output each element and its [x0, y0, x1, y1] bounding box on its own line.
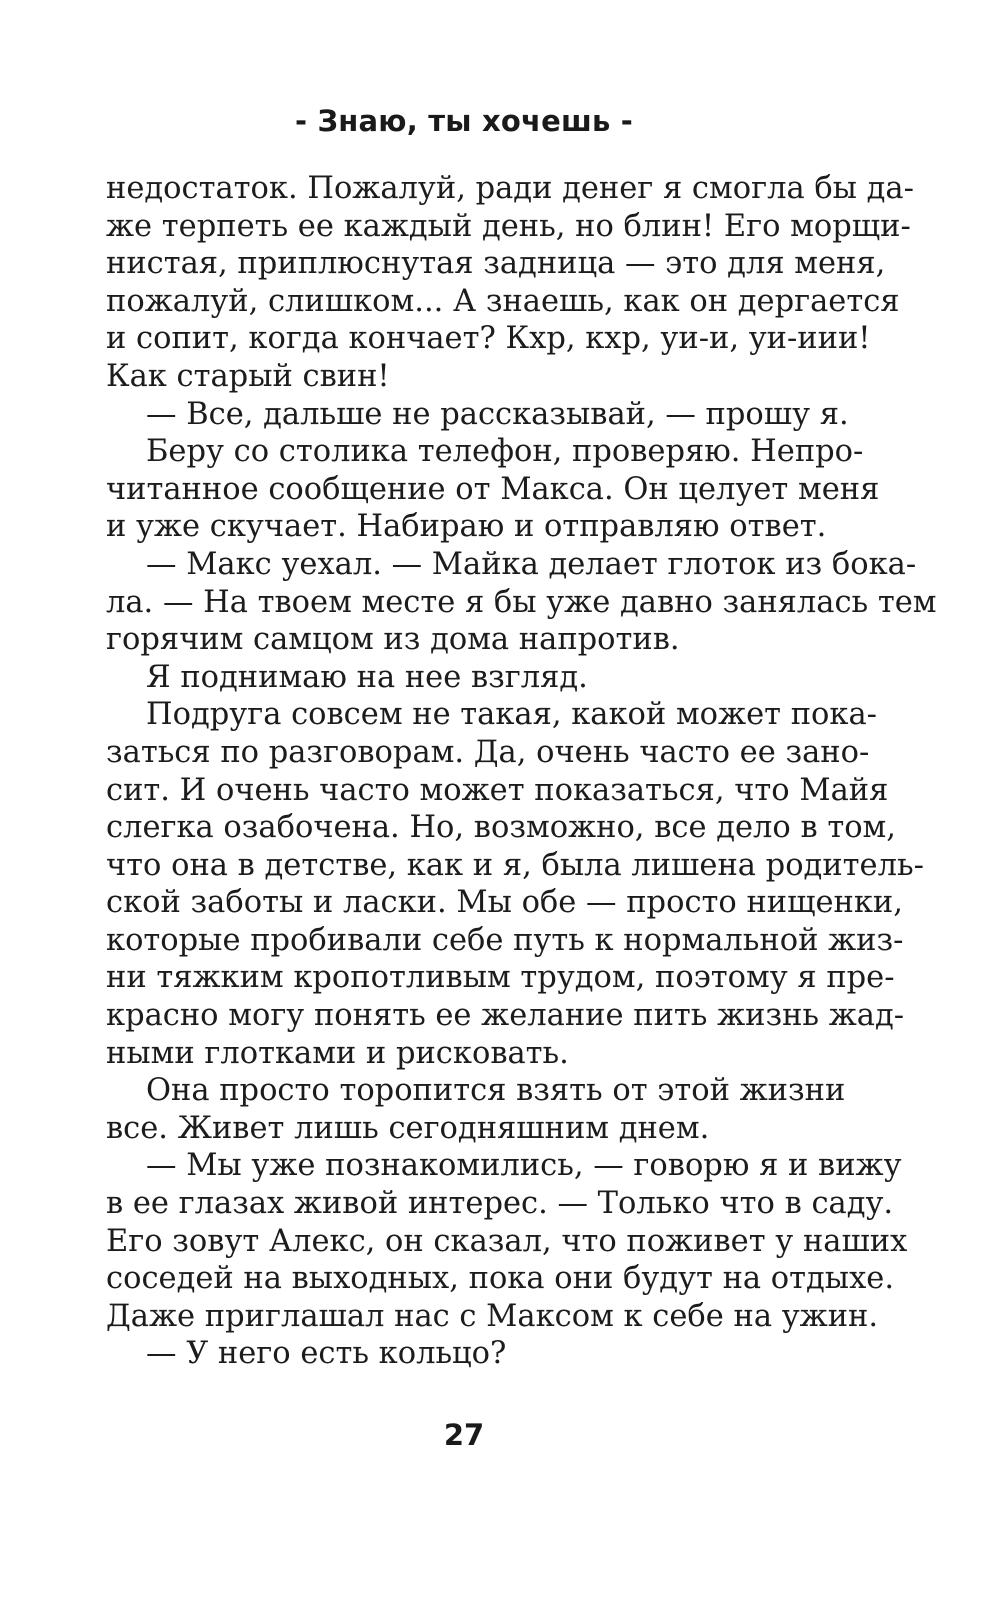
text-line: сит. И очень часто может показаться, что Майя [106, 772, 889, 808]
text-line: читанное сообщение от Макса. Он целует меня [106, 471, 880, 507]
text-line: ла. — На твоем месте я бы уже давно занялась тем [106, 584, 937, 620]
text-line: Подруга совсем не такая, какой может пока- [146, 697, 877, 733]
running-title: - Знаю, ты хочешь - [294, 104, 634, 138]
text-line: — Мы уже познакомились, — говорю я и вижу [146, 1148, 902, 1184]
text-line: — Все, дальше не рассказывай, — прошу я. [146, 396, 849, 432]
text-line: — Макс уехал. — Майка делает глоток из бока- [146, 546, 917, 582]
text-line: все. Живет лишь сегодняшним днем. [106, 1110, 710, 1146]
text-line: которые пробивали себе путь к нормальной жиз- [106, 922, 904, 958]
text-line: Как старый свин! [106, 358, 390, 394]
text-line: нистая, приплюснутая задница — это для меня, [106, 246, 886, 282]
text-line: и уже скучает. Набираю и отправляю ответ. [106, 509, 827, 545]
text-line: красно могу понять ее желание пить жизнь жад- [106, 998, 905, 1034]
text-line: горячим самцом из дома напротив. [106, 622, 680, 658]
text-line: ни тяжким кропотливым трудом, поэтому я пре- [106, 960, 895, 996]
text-line: в ее глазах живой интерес. — Только что в саду. [106, 1186, 894, 1222]
text-line: Даже приглашал нас с Максом к себе на ужин. [106, 1298, 879, 1334]
text-line: пожалуй, слишком... А знаешь, как он дергается [106, 283, 900, 319]
text-line: Она просто торопится взять от этой жизни [146, 1073, 846, 1109]
text-line: Беру со столика телефон, проверяю. Непро- [146, 434, 864, 470]
text-line: ской заботы и ласки. Мы обе — просто нищенки, [106, 885, 903, 921]
text-line: соседей на выходных, пока они будут на отдыхе. [106, 1261, 895, 1297]
body-text [106, 170, 937, 1373]
text-line: же терпеть ее каждый день, но блин! Его морщи- [106, 208, 911, 244]
text-line: Я поднимаю на нее взгляд. [146, 659, 588, 695]
text-line: недостаток. Пожалуй, ради денег я смогла бы да- [106, 171, 914, 206]
text-line: — У него есть кольцо? [146, 1336, 507, 1372]
page-number: 27 [443, 1418, 485, 1452]
text-line: и сопит, когда кончает? Кхр, кхр, уи-и, уи-иии! [106, 321, 871, 357]
text-line: заться по разговорам. Да, очень часто ее зано- [106, 734, 870, 770]
text-line: Его зовут Алекс, он сказал, что поживет у наших [106, 1223, 908, 1259]
text-line: ными глотками и рисковать. [106, 1035, 569, 1071]
text-line: слегка озабочена. Но, возможно, все дело в том, [106, 810, 896, 846]
text-line: что она в детстве, как и я, была лишена родитель- [106, 847, 924, 883]
